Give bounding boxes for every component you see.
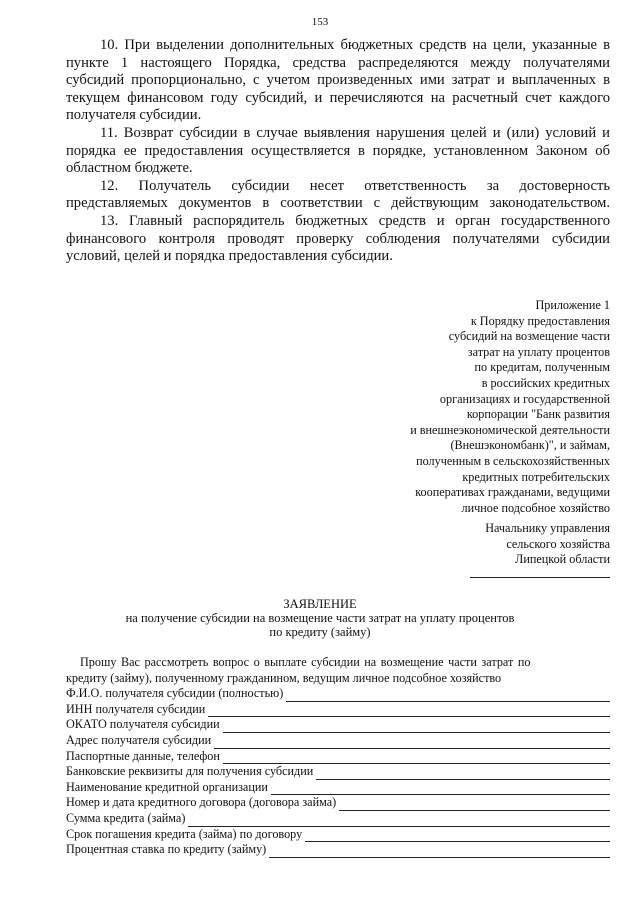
appendix-line: Приложение 1 xyxy=(535,298,610,312)
application-subtitle: по кредиту (займу) xyxy=(269,625,371,639)
appendix-line: полученным в сельскохозяйственных xyxy=(416,453,610,468)
field-label: ИНН получателя субсидии xyxy=(66,701,206,716)
form-intro: кредиту (займу), полученному гражданином, ведущим личное подсобное хозяйство xyxy=(66,670,502,685)
field-label: Ф.И.О. получателя субсидии (полностью) xyxy=(66,686,284,701)
application-form xyxy=(66,655,610,858)
field-label: Наименование кредитной организации xyxy=(66,779,268,794)
fill-in-blank[interactable] xyxy=(271,782,610,795)
appendix-line: к Порядку предоставления xyxy=(470,313,610,328)
field-label: Паспортные данные, телефон xyxy=(66,748,220,763)
page-number: 153 xyxy=(311,16,329,28)
appendix-header xyxy=(290,298,610,516)
paragraph-11: 11. Возврат субсидии в случае выявления нарушения целей и (или) условий и порядка ее предоставления осуществляется в порядке, установленном Законом об областном бюджете. xyxy=(66,124,610,177)
field-label: Сумма кредита (займа) xyxy=(66,810,186,825)
appendix-line: кооперативах гражданами, ведущими xyxy=(415,485,610,500)
appendix-line: корпорации "Банк развития xyxy=(466,407,610,422)
application-heading xyxy=(0,597,640,639)
addressee-block xyxy=(410,521,610,578)
body-text xyxy=(66,37,610,266)
application-title: ЗАЯВЛЕНИЕ xyxy=(283,597,357,611)
field-label: Банковские реквизиты для получения субсидии xyxy=(66,764,314,779)
fill-in-blank[interactable] xyxy=(339,798,610,811)
appendix-line: затрат на уплату процентов xyxy=(467,344,610,359)
fill-in-blank[interactable] xyxy=(188,814,610,827)
appendix-line: и внешнеэкономической деятельности xyxy=(410,422,610,437)
field-bank-details xyxy=(66,764,610,780)
application-subtitle: на получение субсидии на возмещение части затрат на уплату процентов xyxy=(125,611,515,625)
appendix-line: в российских кредитных xyxy=(481,375,610,390)
addressee-line: Начальнику управления xyxy=(485,521,610,535)
field-loan-amount xyxy=(66,811,610,827)
form-intro: Прошу Вас рассмотреть вопрос о выплате субсидии на возмещение части затрат по xyxy=(80,655,531,669)
appendix-line: (Внешэкономбанк)", и займам, xyxy=(450,438,610,453)
fill-in-blank[interactable] xyxy=(269,845,610,858)
field-credit-organization xyxy=(66,780,610,796)
appendix-line: личное подсобное хозяйство xyxy=(461,500,610,515)
field-contract-number-date xyxy=(66,795,610,811)
field-label: Процентная ставка по кредиту (займу) xyxy=(66,842,267,857)
field-interest-rate xyxy=(66,842,610,858)
paragraph-10: 10. При выделении дополнительных бюджетных средств на цели, указанные в пункте 1 настоящего Порядка, средства распределяются между получателями субсидий пропорционально, с учетом произведенных ими затрат и выплаченных в текущем финансовом году субсидий, и перечисляются на расчетный счет каждого получателя субсидии. xyxy=(66,37,610,124)
fill-in-blank[interactable] xyxy=(305,829,610,842)
appendix-line: организациях и государственной xyxy=(439,391,610,406)
addressee-line: Липецкой области xyxy=(515,552,610,567)
appendix-line: по кредитам, полученным xyxy=(474,360,610,375)
addressee-line: сельского хозяйства xyxy=(506,536,610,551)
paragraph-12: 12. Получатель субсидии несет ответственность за достоверность представляемых документов в соответствии с действующим законодательством. xyxy=(66,177,610,212)
field-label: Срок погашения кредита (займа) по договору xyxy=(66,826,303,841)
field-inn xyxy=(66,702,610,718)
field-label: Номер и дата кредитного договора (договора займа) xyxy=(66,795,337,810)
addressee-name-blank[interactable] xyxy=(470,568,610,578)
field-address xyxy=(66,733,610,749)
field-label: Адрес получателя субсидии xyxy=(66,732,212,747)
fill-in-blank[interactable] xyxy=(208,704,610,717)
field-okato xyxy=(66,717,610,733)
fill-in-blank[interactable] xyxy=(286,689,610,702)
appendix-line: субсидий на возмещение части xyxy=(448,329,610,344)
field-full-name xyxy=(66,686,610,702)
fill-in-blank[interactable] xyxy=(223,751,610,764)
field-passport-phone xyxy=(66,749,610,765)
fill-in-blank[interactable] xyxy=(316,767,610,780)
field-repayment-term xyxy=(66,827,610,843)
fill-in-blank[interactable] xyxy=(214,736,610,749)
field-label: ОКАТО получателя субсидии xyxy=(66,717,220,732)
paragraph-13: 13. Главный распорядитель бюджетных средств и орган государственного финансового контроля проводят проверку соблюдения получателями субсидии условий, целей и порядка предоставления субсидии. xyxy=(66,212,610,265)
fill-in-blank[interactable] xyxy=(223,720,610,733)
appendix-line: кредитных потребительских xyxy=(462,469,610,484)
